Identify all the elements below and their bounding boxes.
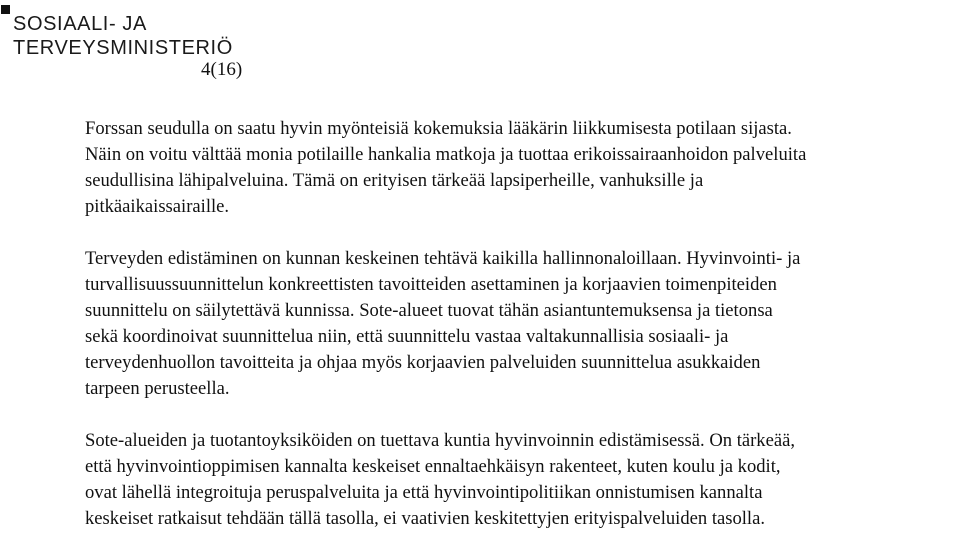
logo-text-line-1: SOSIAALI- JA — [13, 13, 147, 35]
text-line: Terveyden edistäminen on kunnan keskeinen tehtävä kaikilla hallinnonaloillaan. Hyvinvointi- ja — [85, 248, 801, 269]
text-line: sekä koordinoivat suunnittelua niin, että suunnittelu vastaa valtakunnallisia sosiaali- ja — [85, 326, 729, 347]
text-line: terveydenhuollon tavoitteita ja ohjaa myös korjaavien palveluiden suunnittelua asukkaiden — [85, 352, 761, 373]
text-line: pitkäaikaissairaille. — [85, 196, 230, 217]
text-line: turvallisuussuunnittelun konkreettisten tavoitteiden asettaminen ja korjaavien toimenpiteiden — [85, 274, 777, 295]
text-line: ovat lähellä integroituja peruspalveluita ja että hyvinvointipolitiikan onnistumisen kannalta — [85, 482, 763, 503]
logo-square-icon — [1, 5, 10, 14]
paragraph-2 — [85, 246, 959, 402]
text-line: keskeiset ratkaisut tehdään tällä tasolla, ei vaativien keskitettyjen erityispalveluiden tasolla. — [85, 508, 765, 529]
text-line: Forssan seudulla on saatu hyvin myönteisiä kokemuksia lääkärin liikkumisesta potilaan sijasta. — [85, 118, 792, 139]
text-line: tarpeen perusteella. — [85, 378, 230, 399]
text-line: että hyvinvointioppimisen kannalta keskeiset ennaltaehkäisyn rakenteet, kuten koulu ja kodit, — [85, 456, 781, 477]
document-body — [85, 116, 959, 558]
text-line: suunnittelu on säilytettävä kunnissa. Sote-alueet tuovat tähän asiantuntemuksensa ja tietonsa — [85, 300, 773, 321]
text-line: seudullisina lähipalveluina. Tämä on erityisen tärkeää lapsiperheille, vanhuksille ja — [85, 170, 704, 191]
ministry-logo — [0, 2, 260, 62]
text-line: Näin on voitu välttää monia potilaille hankalia matkoja ja tuottaa erikoissairaanhoidon palveluita — [85, 144, 807, 165]
logo-text-line-2: TERVEYSMINISTERIÖ — [13, 37, 233, 59]
text-line: Sote-alueiden ja tuotantoyksiköiden on tuettava kuntia hyvinvoinnin edistämisessä. On tärkeää, — [85, 430, 796, 451]
page-number: 4(16) — [201, 59, 243, 80]
paragraph-3 — [85, 428, 959, 532]
paragraph-1 — [85, 116, 959, 220]
